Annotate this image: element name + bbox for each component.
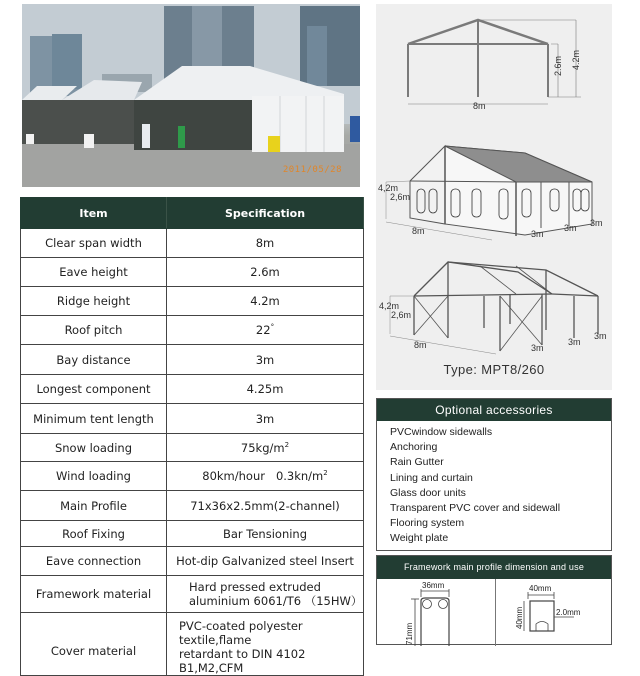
squared-superscript: 2: [323, 469, 328, 478]
tent-dimension-diagrams: [376, 4, 612, 390]
secondary-thickness-label: 2.0mm: [556, 608, 581, 617]
item-cell: Clear span width: [21, 229, 167, 258]
item-cell: Roof pitch: [21, 316, 167, 345]
frame-bay-label: 3m: [594, 331, 607, 341]
frame-ridge-label: 4,2m: [379, 301, 400, 311]
table-row: [21, 375, 364, 404]
main-profile-width-label: 36mm: [422, 581, 445, 590]
main-profile-height-label: 71mm: [405, 622, 414, 645]
accessories-title: Optional accessories: [377, 399, 611, 421]
list-item: Anchoring: [390, 441, 438, 454]
table-row: [21, 345, 364, 375]
covered-bay-label: 3m: [531, 229, 544, 239]
spec-line: Hard pressed extruded: [189, 580, 321, 594]
degree-superscript: °: [270, 323, 275, 332]
item-cell: Framework material: [21, 576, 167, 613]
table-row: [21, 404, 364, 434]
table-row: [21, 613, 364, 676]
list-item: Transparent PVC cover and sidewall: [390, 501, 561, 514]
covered-eave-label: 2,6m: [390, 192, 411, 202]
front-eave-label: 2.6m: [553, 55, 563, 76]
list-item: Weight plate: [390, 532, 449, 545]
photo-date-stamp: 2011/05/28: [282, 165, 342, 175]
spec-value: 75kg/m: [240, 440, 285, 455]
table-row: [21, 229, 364, 258]
table-row: [21, 316, 364, 345]
list-item: PVCwindow sidewalls: [390, 426, 493, 438]
item-cell: Main Profile: [21, 491, 167, 521]
spec-cell: [167, 576, 364, 613]
accessories-list: [377, 421, 611, 547]
table-header-row: [21, 198, 364, 229]
table-row: [21, 434, 364, 462]
table-row: [21, 491, 364, 521]
covered-width-label: 8m: [412, 226, 425, 236]
main-profile-diagram: [377, 579, 495, 646]
item-cell: Longest component: [21, 375, 167, 404]
tent-diagram-panel: [376, 4, 612, 390]
table-row: [21, 576, 364, 613]
frame-width-label: 8m: [414, 340, 427, 350]
frame-bay-label: 3m: [531, 343, 544, 353]
tent-photo: [22, 4, 360, 187]
item-cell: Eave connection: [21, 547, 167, 576]
spec-cell: 71x36x2.5mm(2-channel): [167, 491, 364, 521]
spec-cell: [167, 434, 364, 462]
list-item: Flooring system: [390, 517, 465, 530]
spec-cell: 2.6m: [167, 258, 364, 287]
spec-cell: 4.2m: [167, 287, 364, 316]
item-cell: Cover material: [21, 613, 167, 676]
framework-title: Framework main profile dimension and use: [377, 556, 611, 579]
spec-cell: Hot-dip Galvanized steel Insert: [167, 547, 364, 576]
table-row: [21, 462, 364, 491]
column-header-item: Item: [21, 198, 167, 229]
table-row: [21, 521, 364, 547]
covered-bay-label: 3m: [590, 218, 603, 228]
specification-table: [20, 197, 364, 676]
item-cell: Eave height: [21, 258, 167, 287]
spec-cell: Bar Tensioning: [167, 521, 364, 547]
item-cell: Bay distance: [21, 345, 167, 375]
front-width-label: 8m: [473, 101, 486, 111]
list-item: Lining and curtain: [390, 471, 473, 484]
item-cell: Roof Fixing: [21, 521, 167, 547]
spec-line: aluminium 6061/T6 （15HW）: [189, 594, 363, 608]
list-item: Glass door units: [390, 486, 466, 499]
optional-accessories-box: [376, 398, 612, 551]
spec-line: PVC-coated polyester textile,flame: [179, 619, 303, 647]
table-row: [21, 287, 364, 316]
frame-bay-label: 3m: [568, 337, 581, 347]
spec-cell: [167, 462, 364, 491]
covered-ridge-label: 4,2m: [378, 183, 399, 193]
spec-cell: 8m: [167, 229, 364, 258]
spec-cell: [167, 316, 364, 345]
spec-line: retardant to DIN 4102 B1,M2,CFM: [179, 647, 306, 675]
secondary-width-label: 40mm: [529, 584, 552, 593]
table-row: [21, 258, 364, 287]
item-cell: Wind loading: [21, 462, 167, 491]
spec-cell: [167, 613, 364, 676]
table-row: [21, 547, 364, 576]
front-ridge-label: 4.2m: [571, 49, 581, 70]
item-cell: Ridge height: [21, 287, 167, 316]
spec-cell: 3m: [167, 345, 364, 375]
framework-profile-box: [376, 555, 612, 645]
secondary-height-label: 40mm: [515, 606, 524, 629]
spec-value: 80km/hour 0.3kn/m: [202, 469, 324, 483]
list-item: Rain Gutter: [390, 456, 444, 469]
spec-cell: 3m: [167, 404, 364, 434]
squared-superscript: 2: [284, 440, 290, 449]
frame-eave-label: 2,6m: [391, 310, 412, 320]
column-header-specification: Specification: [167, 198, 364, 229]
secondary-profile-diagram: [496, 579, 613, 646]
framework-profile-body: [377, 579, 611, 646]
spec-cell: 4.25m: [167, 375, 364, 404]
tent-photo-illustration: [22, 4, 360, 187]
tent-type-label: Type: MPT8/260: [443, 362, 545, 377]
item-cell: Snow loading: [21, 434, 167, 462]
item-cell: Minimum tent length: [21, 404, 167, 434]
spec-value: 22: [255, 323, 271, 337]
covered-bay-label: 3m: [564, 223, 577, 233]
